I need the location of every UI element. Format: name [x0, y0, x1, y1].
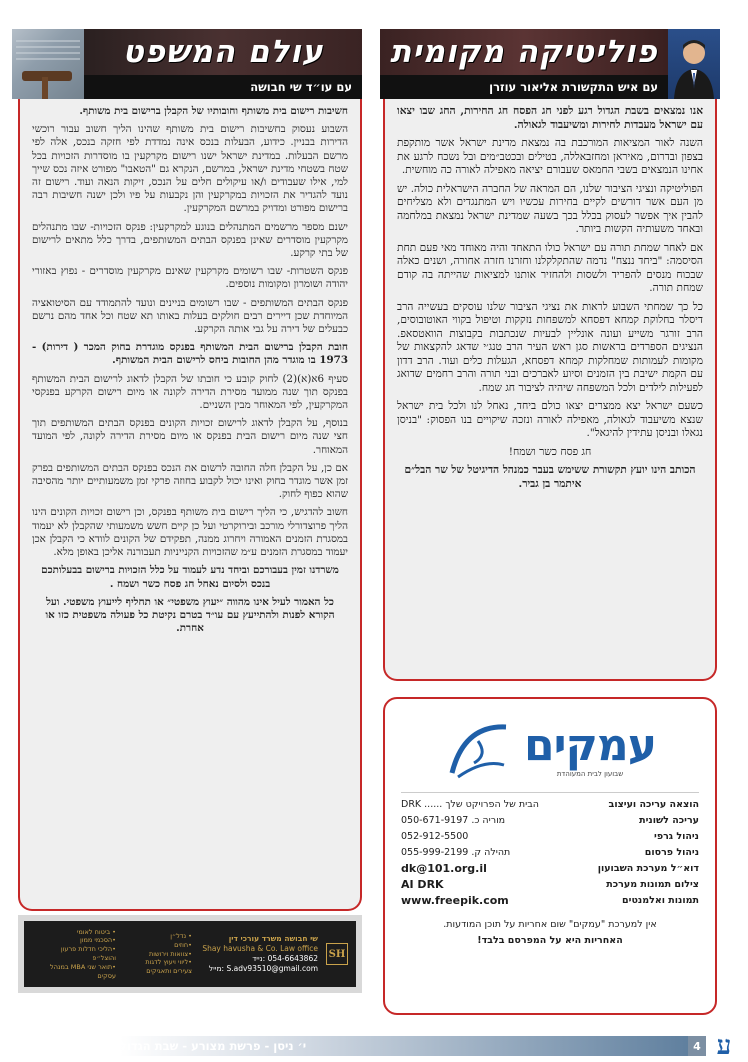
ad-phone: 054-6643862 :נייד	[252, 954, 318, 963]
brand-mark-icon: ע	[716, 1031, 732, 1061]
ad-name-en: Shay havusha & Co. Law office	[202, 944, 318, 953]
author-photo	[668, 29, 720, 99]
credits-box	[383, 697, 717, 1015]
right-para-8: הכותב הינו יועץ תקשורת ששימש בעבר כמנהל הדיגיטל של שר הבל״ם איתמר בן גביר.	[404, 464, 696, 490]
credit-label: צילום תמונות מערכת	[606, 879, 699, 890]
right-para-1: אנו נמצאים בשבת הגדול רגע לפני חג הפסח חג החירות, החג שבו יצאו עם ישראל מעבדות לחירות ומשיעבוד לגאולה.	[397, 105, 703, 131]
credits-disclaimer	[401, 917, 699, 949]
right-column-title: פוליטיקה מקומית	[390, 34, 658, 70]
right-para-4: אם לאחר שמחת תורה עם ישראל כולו התאחד והיה מאוחד מאי פעם תחת הסיסמה: "ביחד ננצח" נדמה שהתקלקלנו וחזרנו חזרה אחורה, ושנים כאלה שבכוח מנסים להפריד ולשסות ולהחזיר אותנו למציאות שהייתה בה קודם שמחת תורה.	[397, 241, 703, 294]
left-para-5: פנקס הבתים המשותפים - שבו רשומים בניינים ונועד להתמודד עם הסיטואציה המיוחדת שכן דיירים רבים חולקים בעלות באותו תא שטח וכל אחד מהם נרשם כבעלים של דירה על גבי אותה הקרקע.	[32, 296, 348, 336]
credit-label: הוצאה עריכה ועיצוב	[608, 799, 699, 810]
gavel-photo	[12, 29, 84, 99]
credit-label: ניהול גרפי	[654, 831, 699, 842]
credit-value: DRK ...... הבית של הפרויקט שלך	[401, 799, 539, 810]
credit-row	[401, 845, 699, 861]
law-office-ad	[18, 915, 362, 993]
left-para-10: חשוב להדגיש, כי הליך רישום בית משותף בפנקס, וכן רישום זכויות הקונים הינו הליך פרוצדורלי מורכב ובירוקרטי ועל כן קיים חשש משמעותי שהקבלן לא יעמוד במסגרת הזמנים האמורה ויחרוג ממנה, תפקידם של הקונים לוודא כי הקבלן אכן יעמוד במסגרת הזמנים ע״מ שהזכויות הקנייניות תעבורנה אליכן באופן מלא.	[32, 506, 348, 559]
footer-bar	[120, 1036, 690, 1056]
right-para-7: חג פסח כשר ושמח!	[508, 445, 592, 458]
left-para-3: ישנם מספר מרשמים המתנהלים בנוגע למקרקעין: פנקס הזכויות- שבו מתנהלים מקרקעין מוסדרים שאינן בפנקס הבתים המשותפים, בדרך כלל מתאים לרישום של בתי קרקע.	[32, 220, 348, 260]
credit-value: תהילה ק. 055-999-2199	[401, 847, 511, 858]
credit-label: עריכה לשונית	[639, 815, 699, 826]
left-para-6: חובת הקבלן ברישום הבית המשותף בפנקס מוגדרת בחוק המכר ( דירות) - 1973 בו מוגדר מהן החובות ביחס לרישום הבית המשותף.	[32, 341, 348, 367]
credit-value: 052-912-5500	[401, 831, 469, 842]
disclaimer-line: האחריות היא על המפרסם בלבד!	[477, 935, 623, 946]
left-article-box	[18, 99, 362, 911]
right-header-band	[380, 29, 668, 75]
credit-value: www.freepik.com	[401, 894, 509, 907]
right-para-3: הפוליטיקה ונציגי הציבור שלנו, הם המראה של החברה הישראלית כולה. יש מן העם אשר דורשים לקיים בחירות עכשיו ויש המתנגדים ולא מצליחים להבין איך אפשר לעסוק בכלל בכך בשעה שמדינת ישראל נמצאת במלחמה ובאחד משעותיה הקשות ביותר.	[397, 182, 703, 235]
ad-name: שי חבושה משרד עורכי דין	[228, 934, 318, 943]
credit-row	[401, 877, 699, 893]
credit-label: ניהול פרסום	[644, 847, 699, 858]
left-article	[32, 105, 348, 635]
left-para-12: כל האמור לעיל אינו מהווה ״יעוץ משפטי״ או תחליף לייעוץ משפטי. ועל הקורא לפנות ולהתייעץ עם עו״ד בטרם נקיטת כל פעולה משפטית כזו או אחרת.	[45, 595, 335, 635]
left-para-7: סעיף 6א(א)(2) לחוק קובע כי חובתו של הקבלן לדאוג לרישום הבית המשותף בפנקס תוך שנה ממועד מסירת הדירה לקונה או מיום רישום הקרקע בפנקסי המקרקעין, לפי המאוחר מבין השניים.	[32, 372, 349, 412]
right-para-2: השנה לאור המציאות המורכבת בה נמצאת מדינת ישראל אשר מותקפת בצפון ובדרום, מאיראן ומחזבאללה, בטילים ובכטב״מים ובל נשכח לרגע את אחינו הנמצאים בשבי החמאס שעבורם יציאה מאפילה לאורה כה מוחשית.	[397, 137, 703, 176]
left-para-11: משרדנו זמין בעבורכם וביחד נדע לעמוד על כלל הזכויות ברישום בבעלותכם בנכס ולסיום נאחל חג פסח כשר ושמח .	[41, 564, 339, 590]
ad-service: •ליווי ויעוץ לדגות	[145, 958, 192, 967]
page-footer	[0, 1030, 748, 1062]
left-para-9: אם כן, על הקבלן חלה החובה לרשום את הנכס בפנקס הבתים המשותפים בפרק זמן אשר מוגדר בחוק ואינו יכול לקבוע בחוזה פרקי זמן משמעותיים יותר מהסיבה שהוא כפוף לחוק.	[32, 461, 348, 501]
left-column-header	[12, 29, 362, 99]
ad-service: • ביטוח לאומי	[76, 927, 116, 936]
ad-logo: SH	[326, 943, 348, 965]
right-para-6: כשעם ישראל יצא ממצרים יצאו כולם ביחד, נאחל לנו ולכל בית ישראל שנצא משיעבוד לגאולה, מאפילה לאורה ונזכה שיקויים בנו הפסוק: "בניסן נגאלו ובניסן עתידין להיגאל".	[397, 400, 703, 439]
logo-text: עמקים	[523, 719, 657, 771]
ad-services-b	[36, 928, 116, 981]
emakim-logo	[401, 707, 699, 793]
disclaimer-line: אין למערכת "עמקים" שום אחריות על תוכן המודעות.	[443, 919, 657, 930]
left-column-title: עולם המשפט	[122, 34, 324, 70]
ad-email: S.adv93510@gmail.com :מייל	[208, 964, 318, 973]
footer-text: י׳ ניסן - פרשת מצורע - שבת הגדול	[120, 1039, 307, 1053]
ad-service: •הסכמי ממון	[79, 936, 116, 945]
ad-services-a	[124, 932, 192, 976]
left-para-4: פנקס השטרות- שבו רשומים מקרקעין שאינם מקרקעין מוסדרים - נפוץ באזורי יהודה ושומרון ומקומות נוספים.	[32, 265, 348, 291]
logo-subtitle: שבועון לבית המעוהדת	[556, 769, 624, 778]
ad-service: •הליכי חדלות פרעון והוצל״פ	[60, 945, 116, 962]
credit-row	[401, 861, 699, 877]
ad-service: •חוזים	[174, 940, 192, 949]
right-article	[397, 105, 703, 491]
credit-value: dk@101.org.il	[401, 862, 487, 875]
credit-value: AI DRK	[401, 878, 444, 891]
right-para-5: כל כך שמחתי השבוע לראות את נציגי הציבור שלנו עוסקים בעשייה הרב דיסלר בחלוקת קמחא דפסחא למשפחות נזקקות וטיפול בקווי האוטובוסים, הרב זורגר משייע ועונה אונליין לבעיות שנכתבות בקבוצות הוואטסאפ. הנציגים הספרדים בראשות סגן ראש העיר הרב טנג׳י שדאג להקצאות של מקומות לעמותות שמחלקות קמחא דפסחא, הגעלות כלים ועוד. הרב דדון עם הקמת ישיבת בין הזמנים וסיוע לאברכים ובני תורה והרב רחמים שדואג לפעילות לילדים ולכל המשפחה שיהיה לציבור חג שמח.	[397, 300, 703, 394]
credit-row	[401, 797, 699, 813]
left-column-byline: עם עו״ד שי חבושה	[84, 75, 362, 99]
right-column-header	[380, 29, 720, 99]
right-article-box	[383, 99, 717, 681]
credit-row	[401, 829, 699, 845]
left-para-8: בנוסף, על הקבלן לדאוג לרישום זכויות הקונים בפנקס הבתים המשותפים תוך חצי שנה מיום רישום הבית בפנקס או מיום מסירת הדירה לקונה, לפי המועד המאוחר.	[32, 417, 348, 456]
ad-service: • נדל״ן	[170, 932, 192, 940]
credit-label: תמונות ואלמנטים	[622, 895, 699, 906]
ad-service: •צוואות וירושות	[149, 949, 192, 958]
credit-row	[401, 813, 699, 829]
left-para-2: השבוע נעסוק בחשיבות רישום בית משותף שהינו הליך חשוב עבור רוכשי הדירות בבניין. כידוע, הבעלות בנכס אינה נמדדת לפי חזקה בנכס, אלה לפי מרשם הבעלות. במדינת ישראל ישנו רישום מקרקעין בו מוסדרות הזכויות בכל שטח בשטחי מדינת ישראל, במרשם, הנקרא גם "הטאבו" מפורט איזה נכס שייך למי, אילו שעבודים ו/או עיקולים חלים על הנכס, זיקות הנאה ועוד. רישום זה נועד להגדיר את הזכויות במקרקעין והן נקבעות על פיו ולכן ישנה חשיבות רבה ברישום מפורט ומדויק במרשם המקרקעין.	[32, 123, 348, 215]
right-column-byline: עם איש התקשורת אליאור עוזרן	[380, 75, 668, 99]
credit-label: דוא״ל מערכת השבועון	[597, 863, 699, 874]
left-header-band	[84, 29, 362, 75]
logo-swoosh-icon	[444, 715, 514, 785]
ad-service: •תואר שני MBA במנהל עסקים	[50, 962, 116, 980]
left-para-1: חשיבות רישום בית משותף וחובותיו של הקבלן ברישום בית משותף.	[79, 105, 348, 117]
page-number: 4	[688, 1036, 706, 1056]
credit-row	[401, 893, 699, 909]
credit-value: מוריה כ. 050-671-9197	[401, 815, 506, 826]
ad-service: צעירים ותאגיקים	[146, 967, 192, 976]
